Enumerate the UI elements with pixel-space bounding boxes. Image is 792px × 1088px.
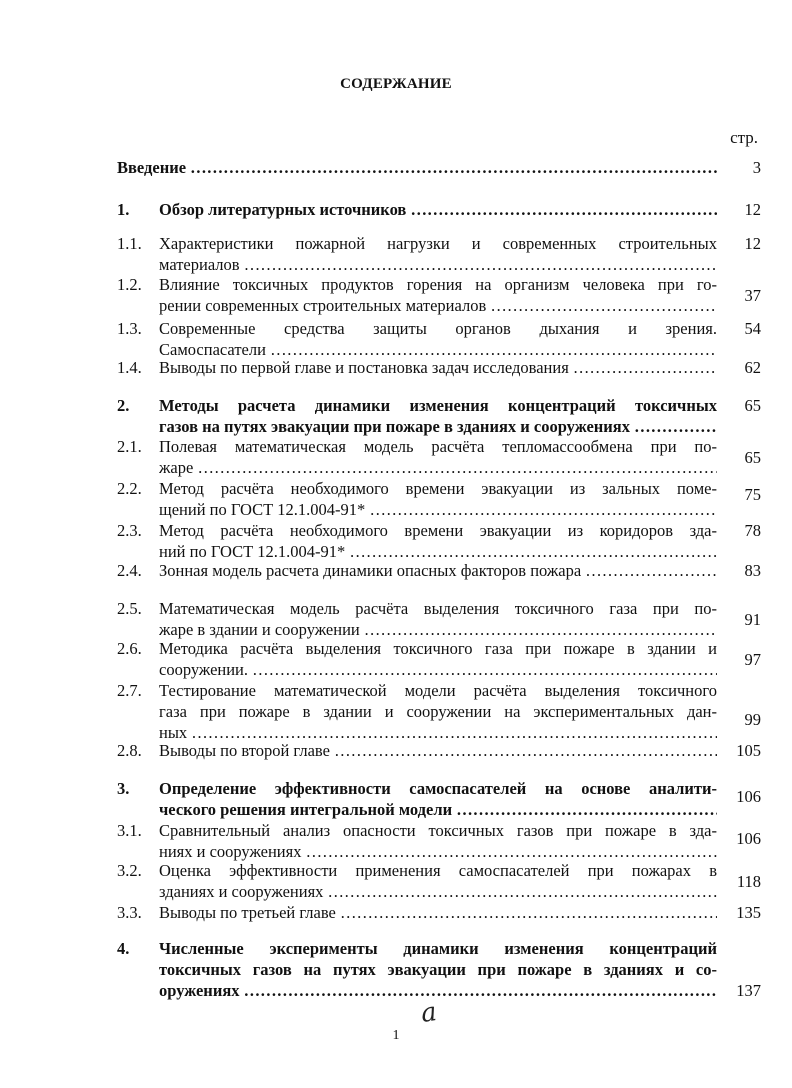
toc-entry xyxy=(117,778,761,820)
toc-entry-number: 2.3. xyxy=(117,521,142,540)
toc-entry-number: 3.3. xyxy=(117,903,142,922)
toc-entry-line: рении современных строительных материалов …………………………………………………………………………………………………………………………………………………… xyxy=(159,295,717,316)
toc-entry xyxy=(117,436,761,478)
toc-entry-page: 99 xyxy=(744,710,761,729)
toc-entry-line: Зонная модель расчета динамики опасных факторов пожара …………………………………………………………………………………………………………………………………………………… xyxy=(159,560,717,581)
toc-entry-line: жаре в здании и сооружении …………………………………………………………………………………………………………………………………………………… xyxy=(159,619,717,640)
toc-entry-page: 54 xyxy=(744,319,761,338)
toc-entry-title xyxy=(159,778,717,820)
toc-entry-page: 83 xyxy=(744,561,761,580)
toc-entry-line: Методика расчёта выделения токсичного газа при пожаре в здании и xyxy=(159,639,717,658)
toc-entry-title xyxy=(159,938,717,1001)
toc-entry xyxy=(117,395,761,437)
toc-entry-line: Тестирование математической модели расчёта выделения токсичного xyxy=(159,681,717,700)
toc-entry-title xyxy=(159,860,717,902)
toc-entry xyxy=(117,199,761,220)
toc-entry-number: 4. xyxy=(117,939,130,958)
toc-entry-number: 2.1. xyxy=(117,437,142,456)
toc-entry-line: Влияние токсичных продуктов горения на организм человека при го- xyxy=(159,275,717,294)
toc-entry-line: Выводы по третьей главе …………………………………………………………………………………………………………………………………………………… xyxy=(159,902,717,923)
toc-entry-title xyxy=(159,560,717,581)
toc-entry-title xyxy=(159,638,717,680)
toc-entry xyxy=(117,157,761,178)
toc-entry-line: Математическая модель расчёта выделения токсичного газа при по- xyxy=(159,599,717,618)
toc-entry-line: сооружении. …………………………………………………………………………………………………………………………………………………… xyxy=(159,659,717,680)
toc-entry-page: 75 xyxy=(744,485,761,504)
toc-entry-title xyxy=(159,680,717,743)
toc-entry-line: газов на путях эвакуации при пожаре в зданиях и сооружениях …………………………………………………………………………………………………………………………………………………… xyxy=(159,416,717,437)
toc-entry-title xyxy=(159,436,717,478)
toc-entry-line: газа при пожаре в здании и сооружении на экспериментальных дан- xyxy=(159,702,717,721)
toc-entry-title xyxy=(159,598,717,640)
toc-entry-line: Метод расчёта необходимого времени эвакуации из зальных поме- xyxy=(159,479,717,498)
handwritten-initial: а xyxy=(418,997,439,1029)
toc-entry-page: 12 xyxy=(744,200,761,219)
toc-entry-page: 91 xyxy=(744,610,761,629)
toc-entry-line: материалов …………………………………………………………………………………………………………………………………………………… xyxy=(159,254,717,275)
toc-entry-line: зданиях и сооружениях …………………………………………………………………………………………………………………………………………………… xyxy=(159,881,717,902)
toc-entry-page: 37 xyxy=(744,286,761,305)
toc-entry-number: 2.5. xyxy=(117,599,142,618)
toc-entry-number: 2.6. xyxy=(117,639,142,658)
toc-entry-number: 3. xyxy=(117,779,130,798)
toc-entry-page: 65 xyxy=(744,448,761,467)
toc-entry-title xyxy=(159,902,717,923)
toc-entry-number: 1.1. xyxy=(117,234,142,253)
toc-entry-number: 2.2. xyxy=(117,479,142,498)
toc-entry-title xyxy=(159,274,717,316)
toc-entry-number: 2.8. xyxy=(117,741,142,760)
toc-entry-number: 2. xyxy=(117,396,130,415)
toc-entry-line: Оценка эффективности применения самоспасателей при пожарах в xyxy=(159,861,717,880)
toc-entry xyxy=(117,860,761,902)
toc-entry-title xyxy=(117,157,717,178)
toc-entry-page: 106 xyxy=(736,787,761,806)
toc-entry xyxy=(117,274,761,316)
toc-entry-title xyxy=(159,199,717,220)
toc-entry-line: Введение …………………………………………………………………………………………………………………………………………………… xyxy=(117,157,717,178)
toc-entry-line: Сравнительный анализ опасности токсичных газов при пожаре в зда- xyxy=(159,821,717,840)
toc-entry-number: 2.7. xyxy=(117,681,142,700)
toc-entry-line: Определение эффективности самоспасателей на основе аналити- xyxy=(159,779,717,798)
toc-entry-page: 65 xyxy=(744,396,761,415)
toc-entry-page: 97 xyxy=(744,650,761,669)
toc-entry-page: 137 xyxy=(736,981,761,1000)
page-number: 1 xyxy=(392,1028,400,1043)
toc-entry-page: 135 xyxy=(736,903,761,922)
toc-entry-line: Обзор литературных источников …………………………………………………………………………………………………………………………………………………… xyxy=(159,199,717,220)
toc-entry-page: 118 xyxy=(736,872,761,891)
toc-entry-number: 1.2. xyxy=(117,275,142,294)
toc-entry-line: оружениях …………………………………………………………………………………………………………………………………………………… xyxy=(159,980,717,1001)
toc-entry-line: токсичных газов на путях эвакуации при пожаре в зданиях и со- xyxy=(159,960,717,979)
toc-entry-number: 1.4. xyxy=(117,358,142,377)
toc-entry-title xyxy=(159,395,717,437)
toc-entry xyxy=(117,938,761,1001)
toc-entry-title xyxy=(159,520,717,562)
toc-entry-line: Метод расчёта необходимого времени эвакуации из коридоров зда- xyxy=(159,521,717,540)
toc-entry-number: 1. xyxy=(117,200,130,219)
page-title: СОДЕРЖАНИЕ xyxy=(340,76,452,92)
toc-entry xyxy=(117,820,761,862)
toc-entry-line: Выводы по второй главе …………………………………………………………………………………………………………………………………………………… xyxy=(159,740,717,761)
toc-entry-title xyxy=(159,820,717,862)
toc-entry-line: Выводы по первой главе и постановка задач исследования …………………………………………………………………………………………………………………………………………………… xyxy=(159,357,717,378)
page-column-header: стр. xyxy=(730,128,758,147)
toc-entry-page: 106 xyxy=(736,829,761,848)
toc-entry-line: ческого решения интегральной модели …………………………………………………………………………………………………………………………………………………… xyxy=(159,799,717,820)
toc-entry-line: Самоспасатели …………………………………………………………………………………………………………………………………………………… xyxy=(159,339,717,360)
toc-entry xyxy=(117,478,761,520)
toc-entry xyxy=(117,598,761,640)
toc-entry-line: ний по ГОСТ 12.1.004-91* …………………………………………………………………………………………………………………………………………………… xyxy=(159,541,717,562)
toc-entry-number: 2.4. xyxy=(117,561,142,580)
toc-entry-title xyxy=(159,233,717,275)
toc-entry-page: 62 xyxy=(744,358,761,377)
toc-entry-line: Характеристики пожарной нагрузки и современных строительных xyxy=(159,234,717,253)
toc-entry-line: ниях и сооружениях …………………………………………………………………………………………………………………………………………………… xyxy=(159,841,717,862)
toc-entry xyxy=(117,902,761,923)
toc-entry xyxy=(117,357,761,378)
toc-entry-number: 3.1. xyxy=(117,821,142,840)
toc-entry xyxy=(117,520,761,562)
toc-entry-title xyxy=(159,740,717,761)
toc-entry-page: 78 xyxy=(744,521,761,540)
toc-entry-line: Методы расчета динамики изменения концентраций токсичных xyxy=(159,396,717,415)
toc-entry-line: Полевая математическая модель расчёта тепломассообмена при по- xyxy=(159,437,717,456)
toc-entry xyxy=(117,560,761,581)
toc-entry-page: 12 xyxy=(744,234,761,253)
toc-entry xyxy=(117,233,761,275)
toc-entry xyxy=(117,740,761,761)
toc-entry-page: 105 xyxy=(736,741,761,760)
toc-entry-page: 3 xyxy=(752,158,761,177)
toc-entry-title xyxy=(159,318,717,360)
toc-entry-number: 1.3. xyxy=(117,319,142,338)
toc-entry-line: Численные эксперименты динамики изменения концентраций xyxy=(159,939,717,958)
toc-entry-line: жаре …………………………………………………………………………………………………………………………………………………… xyxy=(159,457,717,478)
toc-entry xyxy=(117,318,761,360)
toc-entry xyxy=(117,680,761,743)
toc-entry-line: ных …………………………………………………………………………………………………………………………………………………… xyxy=(159,722,717,743)
toc-entry-number: 3.2. xyxy=(117,861,142,880)
toc-entry-title xyxy=(159,357,717,378)
toc-entry-line: щений по ГОСТ 12.1.004-91* …………………………………………………………………………………………………………………………………………………… xyxy=(159,499,717,520)
toc-entry xyxy=(117,638,761,680)
toc-entry-title xyxy=(159,478,717,520)
toc-entry-line: Современные средства защиты органов дыхания и зрения. xyxy=(159,319,717,338)
